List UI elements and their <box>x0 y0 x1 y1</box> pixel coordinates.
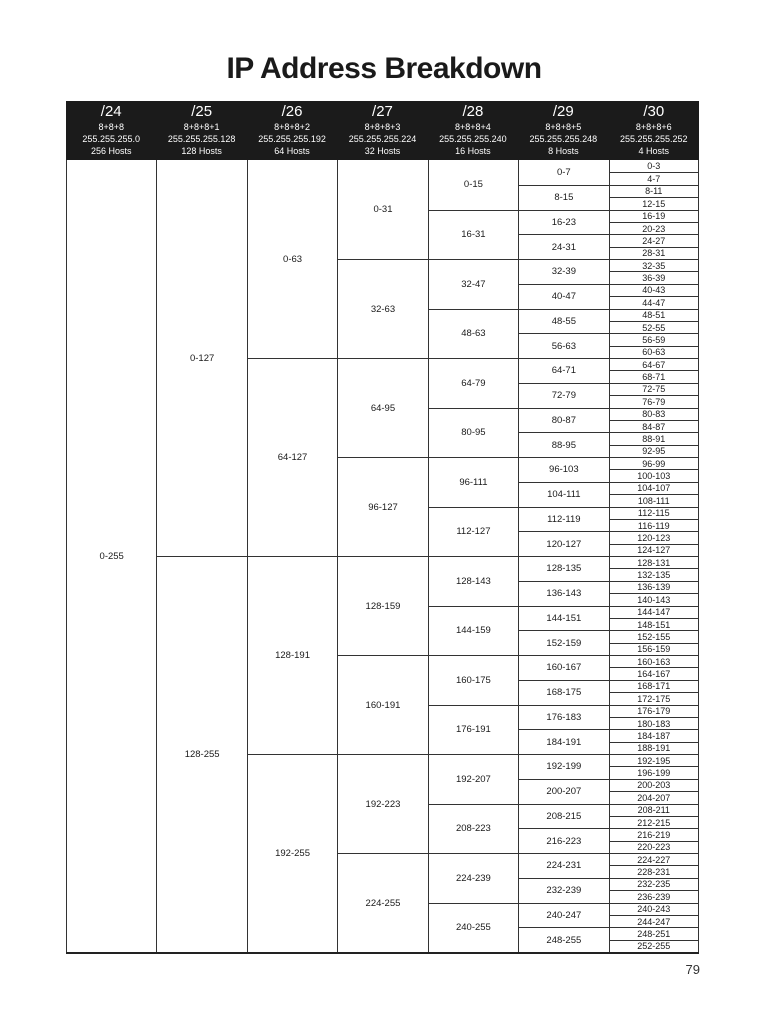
range-cell: 64-95 <box>338 358 427 457</box>
range-column <box>609 160 699 952</box>
range-cell: 0-7 <box>556 166 571 178</box>
range-cell: 48-63 <box>429 309 518 359</box>
range-cell: 24-27 <box>610 234 698 246</box>
range-cell: 168-175 <box>519 680 608 705</box>
range-cell: 64-71 <box>519 358 608 383</box>
range-cell: 128-131 <box>610 556 698 568</box>
range-cell: 144-159 <box>429 606 518 656</box>
subnet-mask: 255.255.255.192 <box>258 134 326 144</box>
range-cell: 160-167 <box>519 655 608 680</box>
range-cell: 232-239 <box>519 878 608 903</box>
range-cell: 176-183 <box>519 705 608 730</box>
range-cell: 64-79 <box>429 358 518 408</box>
subnet-mask: 255.255.255.240 <box>439 134 507 144</box>
range-cell: 56-59 <box>610 333 698 345</box>
range-cell: 8-15 <box>519 185 608 210</box>
range-cell: 224-255 <box>338 853 427 952</box>
range-cell: 36-39 <box>610 271 698 283</box>
page-number: 79 <box>685 962 700 977</box>
range-cell: 160-191 <box>338 655 427 754</box>
range-cell: 16-31 <box>429 210 518 260</box>
range-cell: 240-255 <box>429 903 518 953</box>
range-cell: 104-111 <box>519 482 608 507</box>
range-cell: 196-199 <box>610 766 698 778</box>
header-column <box>247 101 337 160</box>
range-cell: 148-151 <box>610 618 698 630</box>
cidr-prefix: /29 <box>552 103 574 120</box>
range-cell: 20-23 <box>610 222 698 234</box>
range-cell: 96-99 <box>610 457 698 469</box>
range-cell: 172-175 <box>610 692 698 704</box>
range-cell: 152-159 <box>519 630 608 655</box>
header-column <box>66 101 156 160</box>
header-column <box>609 101 699 160</box>
cidr-prefix: /24 <box>100 103 122 120</box>
range-cell: 176-191 <box>429 705 518 755</box>
bit-breakdown: 8+8+8 <box>98 122 124 132</box>
range-cell: 32-35 <box>610 259 698 271</box>
range-cell: 96-111 <box>429 457 518 507</box>
range-cell: 160-163 <box>610 655 698 667</box>
range-cell: 212-215 <box>610 816 698 828</box>
range-cell: 0-255 <box>99 550 124 562</box>
range-cell: 216-219 <box>610 828 698 840</box>
range-cell: 44-47 <box>610 296 698 308</box>
host-count: 64 Hosts <box>274 146 310 156</box>
cidr-prefix: /26 <box>281 103 303 120</box>
range-cell: 88-95 <box>519 432 608 457</box>
subnet-mask: 255.255.255.0 <box>82 134 140 144</box>
cidr-prefix: /25 <box>191 103 213 120</box>
range-cell: 192-223 <box>338 754 427 853</box>
range-cell: 24-31 <box>519 234 608 259</box>
range-cell: 108-111 <box>610 494 698 506</box>
range-cell: 192-195 <box>610 754 698 766</box>
bit-breakdown: 8+8+8+3 <box>364 122 401 132</box>
range-cell: 136-139 <box>610 581 698 593</box>
range-cell: 248-251 <box>610 927 698 939</box>
header-column <box>156 101 246 160</box>
header-column <box>518 101 608 160</box>
table-body <box>66 160 699 954</box>
range-cell: 184-187 <box>610 729 698 741</box>
range-cell: 208-223 <box>429 804 518 854</box>
range-cell: 156-159 <box>610 643 698 655</box>
subnet-mask: 255.255.255.128 <box>167 134 236 144</box>
subnet-mask: 255.255.255.252 <box>619 134 688 144</box>
host-count: 256 Hosts <box>90 146 132 156</box>
host-count: 8 Hosts <box>548 146 579 156</box>
range-cell: 132-135 <box>610 568 698 580</box>
range-cell: 0-3 <box>647 161 661 172</box>
range-cell: 192-255 <box>248 754 337 952</box>
range-column <box>518 160 608 952</box>
bit-breakdown: 8+8+8+4 <box>455 122 491 132</box>
bit-breakdown: 8+8+8+1 <box>183 122 220 132</box>
range-cell: 220-223 <box>610 841 698 853</box>
range-cell: 0-15 <box>463 179 483 191</box>
table-header <box>66 101 699 160</box>
cidr-prefix: /30 <box>643 103 665 120</box>
range-cell: 88-91 <box>610 432 698 444</box>
range-cell: 140-143 <box>610 593 698 605</box>
subnet-mask: 255.255.255.248 <box>529 134 598 144</box>
range-column <box>428 160 518 952</box>
range-cell: 216-223 <box>519 828 608 853</box>
range-cell: 92-95 <box>610 445 698 457</box>
range-cell: 4-7 <box>610 172 698 184</box>
range-cell: 56-63 <box>519 333 608 358</box>
host-count: 16 Hosts <box>455 146 491 156</box>
cidr-prefix: /28 <box>462 103 484 120</box>
range-cell: 240-243 <box>610 903 698 915</box>
range-cell: 96-103 <box>519 457 608 482</box>
range-cell: 12-15 <box>610 197 698 209</box>
range-cell: 76-79 <box>610 395 698 407</box>
header-column <box>428 101 518 160</box>
ip-breakdown-table <box>66 101 699 954</box>
range-cell: 48-51 <box>610 309 698 321</box>
range-cell: 208-215 <box>519 804 608 829</box>
range-column <box>156 160 246 952</box>
range-cell: 128-255 <box>157 556 246 952</box>
range-column <box>337 160 427 952</box>
range-cell: 100-103 <box>610 469 698 481</box>
range-cell: 116-119 <box>610 519 698 531</box>
range-cell: 200-207 <box>519 779 608 804</box>
range-cell: 80-83 <box>610 408 698 420</box>
range-cell: 200-203 <box>610 779 698 791</box>
range-cell: 248-255 <box>519 927 608 952</box>
range-cell: 0-63 <box>283 253 303 265</box>
range-cell: 128-143 <box>429 556 518 606</box>
range-cell: 0-31 <box>373 204 393 215</box>
range-cell: 204-207 <box>610 791 698 803</box>
range-cell: 192-199 <box>519 754 608 779</box>
range-cell: 128-191 <box>248 556 337 754</box>
range-cell: 224-239 <box>429 853 518 903</box>
host-count: 4 Hosts <box>638 146 669 156</box>
range-cell: 64-127 <box>248 358 337 556</box>
range-cell: 60-63 <box>610 346 698 358</box>
cidr-prefix: /27 <box>372 103 393 120</box>
bit-breakdown: 8+8+8+5 <box>545 122 582 132</box>
range-cell: 128-135 <box>519 556 608 581</box>
range-cell: 236-239 <box>610 890 698 902</box>
range-cell: 228-231 <box>610 865 698 877</box>
range-cell: 180-183 <box>610 717 698 729</box>
range-cell: 28-31 <box>610 247 698 259</box>
range-cell: 252-255 <box>610 940 698 952</box>
range-cell: 160-175 <box>429 655 518 705</box>
range-cell: 168-171 <box>610 680 698 692</box>
range-cell: 120-123 <box>610 531 698 543</box>
range-cell: 80-87 <box>519 408 608 433</box>
range-cell: 8-11 <box>610 185 698 197</box>
bit-breakdown: 8+8+8+6 <box>635 122 672 132</box>
range-cell: 120-127 <box>519 531 608 556</box>
range-cell: 104-107 <box>610 482 698 494</box>
range-cell: 124-127 <box>610 544 698 556</box>
range-cell: 64-67 <box>610 358 698 370</box>
range-cell: 112-119 <box>519 507 608 532</box>
range-cell: 48-55 <box>519 309 608 334</box>
range-cell: 176-179 <box>610 705 698 717</box>
range-cell: 188-191 <box>610 742 698 754</box>
range-cell: 72-79 <box>519 383 608 408</box>
range-cell: 184-191 <box>519 729 608 754</box>
range-cell: 40-47 <box>519 284 608 309</box>
range-column <box>247 160 337 952</box>
range-cell: 224-227 <box>610 853 698 865</box>
range-cell: 232-235 <box>610 878 698 890</box>
range-cell: 144-147 <box>610 606 698 618</box>
range-cell: 40-43 <box>610 284 698 296</box>
range-cell: 224-231 <box>519 853 608 878</box>
range-cell: 72-75 <box>610 383 698 395</box>
range-cell: 80-95 <box>429 408 518 458</box>
range-cell: 112-115 <box>610 507 698 519</box>
range-cell: 68-71 <box>610 370 698 382</box>
range-cell: 96-127 <box>338 457 427 556</box>
range-cell: 16-19 <box>610 210 698 222</box>
range-cell: 164-167 <box>610 667 698 679</box>
range-cell: 52-55 <box>610 321 698 333</box>
range-column <box>66 160 156 952</box>
range-cell: 208-211 <box>610 804 698 816</box>
host-count: 128 Hosts <box>181 146 222 156</box>
range-cell: 136-143 <box>519 581 608 606</box>
range-cell: 244-247 <box>610 915 698 927</box>
range-cell: 0-127 <box>189 352 215 364</box>
range-cell: 112-127 <box>429 507 518 557</box>
range-cell: 152-155 <box>610 630 698 642</box>
range-cell: 128-159 <box>338 556 427 655</box>
range-cell: 32-39 <box>519 259 608 284</box>
bit-breakdown: 8+8+8+2 <box>274 122 310 132</box>
header-column <box>337 101 427 160</box>
range-cell: 32-47 <box>429 259 518 309</box>
range-cell: 84-87 <box>610 420 698 432</box>
range-cell: 16-23 <box>519 210 608 235</box>
subnet-mask: 255.255.255.224 <box>348 134 417 144</box>
range-cell: 144-151 <box>519 606 608 631</box>
host-count: 32 Hosts <box>364 146 401 156</box>
range-cell: 32-63 <box>338 259 427 358</box>
page-title: IP Address Breakdown <box>226 52 542 85</box>
range-cell: 192-207 <box>429 754 518 804</box>
range-cell: 240-247 <box>519 903 608 928</box>
